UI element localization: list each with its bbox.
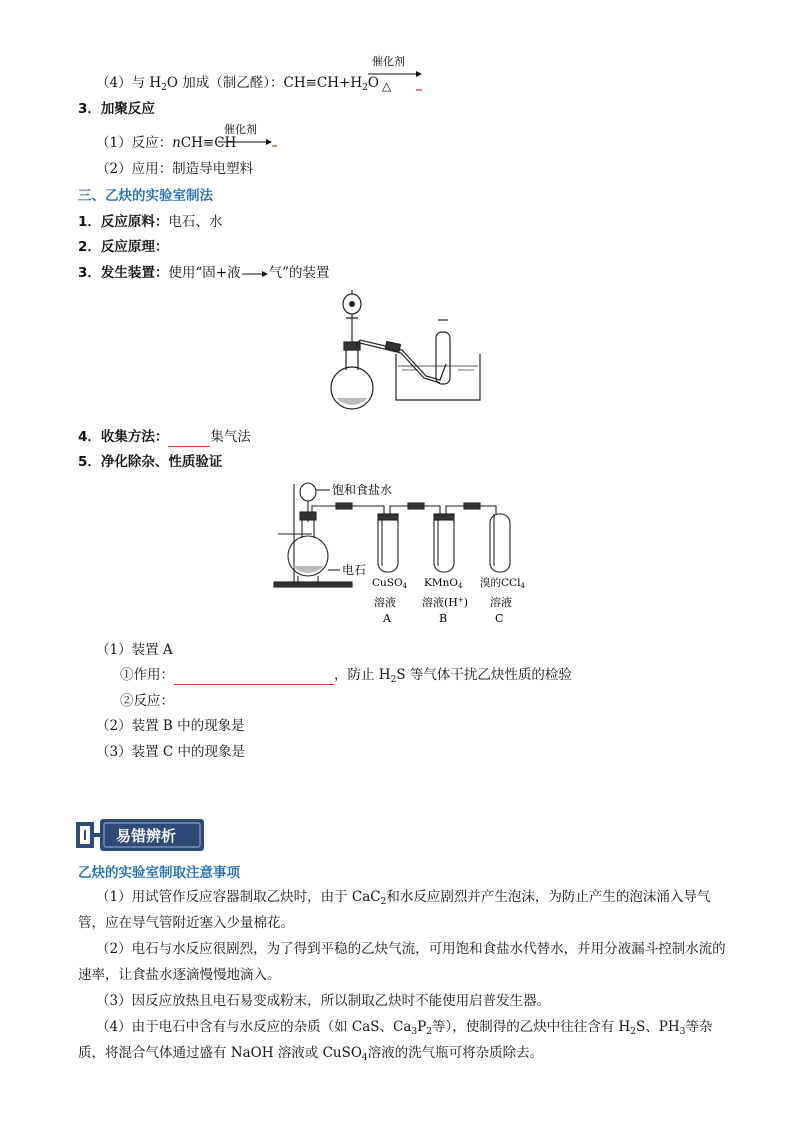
label-tube-a-solution: 溶液	[374, 596, 396, 609]
text: 等杂质，将混合气体通过盛有 NaOH 溶液或 CuSO	[78, 1019, 713, 1061]
line-collection-method	[78, 428, 251, 447]
text: 电石、水	[168, 214, 223, 230]
line-h2o-addition: （4）与 $H_2O$ 加成（制乙醛）：$CH\equiv CH+H_2O$	[96, 75, 379, 93]
text: ①作用：	[120, 667, 174, 683]
text: 和水反应剧烈并产生泡沫，为防止产生的泡沫涌入导气管，应在导气管附近塞入少量棉花。	[78, 889, 711, 931]
text: S 等气体干扰乙炔性质的检验	[396, 667, 572, 683]
section-heading-lab-prep: 三、乙炔的实验室制法	[78, 188, 213, 204]
text: （4）由于电石中含有与水反应的杂质（如 CaS、Ca	[96, 1019, 412, 1035]
line-raw-materials	[78, 213, 222, 231]
question-device-a: （1）装置 A	[96, 642, 173, 658]
line-apparatus	[78, 264, 330, 282]
heat-symbol: △	[382, 79, 392, 93]
answer-blank[interactable]	[168, 428, 210, 447]
tag-label: 易错辨析	[116, 827, 177, 845]
section-tag-banner	[76, 818, 204, 852]
text: S、PH	[636, 1019, 680, 1035]
text: 气”的装置	[268, 265, 330, 281]
text: CH≡CH	[180, 135, 237, 151]
purification-apparatus-diagram	[268, 478, 536, 628]
note-3: （3）因反应放热且电石易变成粉末，所以制取乙炔时不能使用启普发生器。	[96, 993, 551, 1009]
reaction-arrow-catalyst	[214, 120, 278, 150]
text: 使用“固+液	[168, 265, 241, 281]
label-tube-b-reagent: KMnO4	[424, 577, 463, 590]
note-1: （1）用试管作反应容器制取乙炔时，由于 CaC$_2$和水反应剧烈并产生泡沫，为防止产生的泡沫涌入导气管，应在导气管附近塞入少量棉花。	[78, 889, 711, 931]
question-device-c: （3）装置 C 中的现象是	[96, 744, 246, 760]
text: 溶液的洗气瓶可将杂质除去。	[367, 1045, 544, 1061]
catalyst-label: 催化剂	[372, 55, 405, 68]
text: n	[172, 135, 181, 151]
label-tube-b: B	[439, 612, 448, 625]
text: 集气法	[210, 429, 251, 445]
text: （4）与 H	[96, 75, 162, 91]
label: 4．收集方法：	[78, 429, 169, 445]
question-device-a-reaction: ②反应：	[120, 693, 174, 709]
label-calcium-carbide: 电石	[342, 563, 367, 577]
label: 1．反应原料：	[78, 214, 169, 230]
note-4: （4）由于电石中含有与水反应的杂质（如 CaS、$Ca_3P_2$等），使制得的乙炔中往往含有 $H_2S$、$PH_3$等杂质，将混合气体通过盛有 NaOH 溶液或 CuSO$_4$溶液的洗气瓶可将杂质除去。	[78, 1019, 713, 1063]
text: P	[417, 1019, 427, 1035]
note-2: （2）电石与水反应很剧烈，为了得到平稳的乙炔气流，可用饱和食盐水代替水，并用分液漏斗控制水流的速率，让食盐水逐滴慢慢地滴入。	[78, 941, 726, 983]
question-device-a-function: ①作用： ，防止 $H_2S$ 等气体干扰乙炔性质的检验	[120, 667, 572, 685]
line-principle: 2．反应原理：	[78, 239, 169, 255]
line-application: （2）应用：制造导电塑料	[96, 161, 254, 177]
label-tube-c-reagent: 溴的CCl4	[480, 577, 525, 590]
text: O	[367, 75, 379, 91]
label-tube-c-solution: 溶液	[490, 596, 512, 609]
label-tube-a-reagent: CuSO4	[372, 577, 408, 590]
text: （1）反应：	[96, 135, 173, 151]
catalyst-label: 催化剂	[224, 123, 257, 136]
label: 3．发生装置：	[78, 265, 169, 281]
text: 等），使制得的乙炔中往往含有 H	[431, 1019, 631, 1035]
reaction-arrow-catalyst-heat	[364, 52, 426, 96]
notes-title: 乙炔的实验室制取注意事项	[78, 865, 240, 881]
label-tube-a: A	[383, 612, 391, 625]
text: ，防止 H	[334, 667, 391, 683]
answer-blank[interactable]	[174, 666, 334, 685]
question-device-b: （2）装置 B 中的现象是	[96, 718, 245, 734]
heading-polymerization: 3．加聚反应	[78, 101, 155, 117]
text: （1）用试管作反应容器制取乙炔时，由于 CaC	[96, 889, 381, 905]
label-tube-c: C	[495, 612, 504, 625]
label-tube-b-solution: 溶液(H+)	[422, 596, 469, 609]
label-saturated-brine: 饱和食盐水	[332, 483, 393, 497]
acetylene-generation-apparatus	[322, 290, 482, 412]
heading-purification: 5．净化除杂、性质验证	[78, 454, 223, 470]
text: O 加成（制乙醛）：CH≡CH+H	[166, 75, 363, 91]
